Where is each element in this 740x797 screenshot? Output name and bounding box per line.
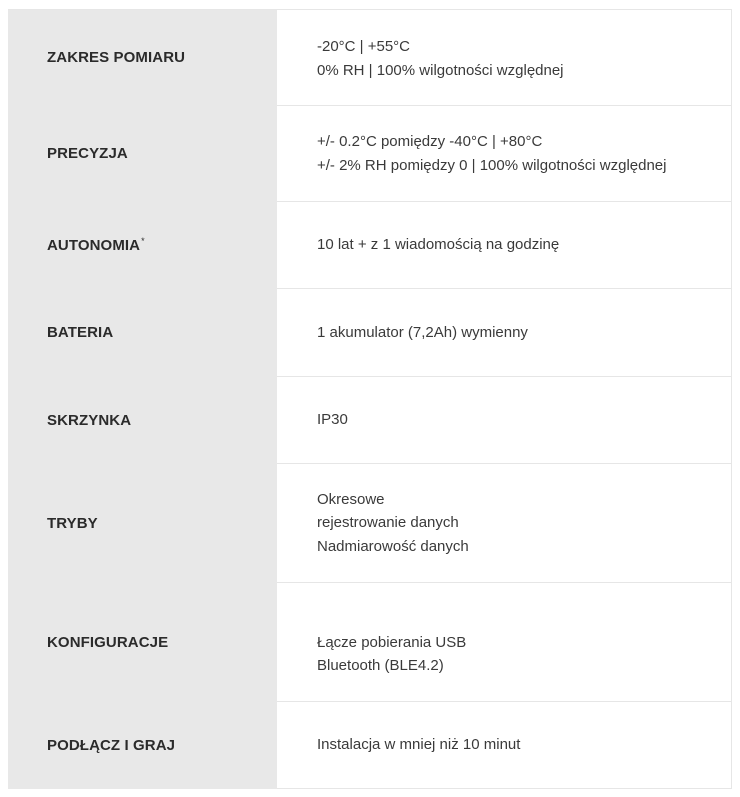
spec-row-zakres-pomiaru: [8, 10, 732, 106]
spec-value: [277, 464, 732, 583]
spec-value-line: -20°C | +55°C: [317, 38, 411, 55]
spec-label: PRECYZJA: [8, 106, 277, 202]
spec-row-bateria: [8, 289, 732, 377]
spec-table: [8, 9, 732, 789]
spec-row-podlacz-i-graj: [8, 702, 732, 789]
spec-value: [277, 377, 732, 464]
spec-value-line: IP30: [317, 411, 348, 429]
spec-value-line: Łącze pobierania USB: [317, 633, 467, 651]
spec-label: [8, 202, 277, 289]
spec-label: ZAKRES POMIARU: [8, 10, 277, 106]
spec-row-autonomia: [8, 202, 732, 289]
spec-value-line: Okresowe: [317, 490, 385, 508]
spec-value: [277, 106, 732, 202]
spec-value-line: Nadmiarowość danych: [317, 537, 469, 555]
spec-label: PODŁĄCZ I GRAJ: [8, 702, 277, 789]
spec-row-tryby: [8, 464, 732, 583]
spec-value-line: 0% RH | 100% wilgotności względnej: [317, 61, 564, 79]
spec-value-line: rejestrowanie danych: [317, 514, 459, 532]
spec-label: BATERIA: [8, 289, 277, 377]
spec-value: [277, 10, 732, 106]
spec-row-precyzja: [8, 106, 732, 202]
spec-value: [277, 702, 732, 789]
spec-row-skrzynka: [8, 377, 732, 464]
spec-value: [277, 289, 732, 377]
spec-label-text: AUTONOMIA: [47, 237, 141, 254]
spec-label: KONFIGURACJE: [8, 583, 277, 702]
spec-label: TRYBY: [8, 464, 277, 583]
spec-value: [277, 583, 732, 702]
spec-value-line: 10 lat + z 1 wiadomością na godzinę: [317, 236, 560, 254]
spec-value-line: 1 akumulator (7,2Ah) wymienny: [317, 323, 528, 341]
spec-label: SKRZYNKA: [8, 377, 277, 464]
footnote-mark: *: [141, 236, 145, 246]
spec-value: [277, 202, 732, 289]
spec-row-konfiguracje: [8, 583, 732, 702]
spec-value-line: Bluetooth (BLE4.2): [317, 657, 444, 674]
spec-value-line: +/- 2% RH pomiędzy 0 | 100% wilgotności względnej: [317, 156, 667, 174]
spec-value-line: Instalacja w mniej niż 10 minut: [317, 736, 521, 754]
spec-value-line: +/- 0.2°C pomiędzy -40°C | +80°C: [317, 133, 543, 150]
